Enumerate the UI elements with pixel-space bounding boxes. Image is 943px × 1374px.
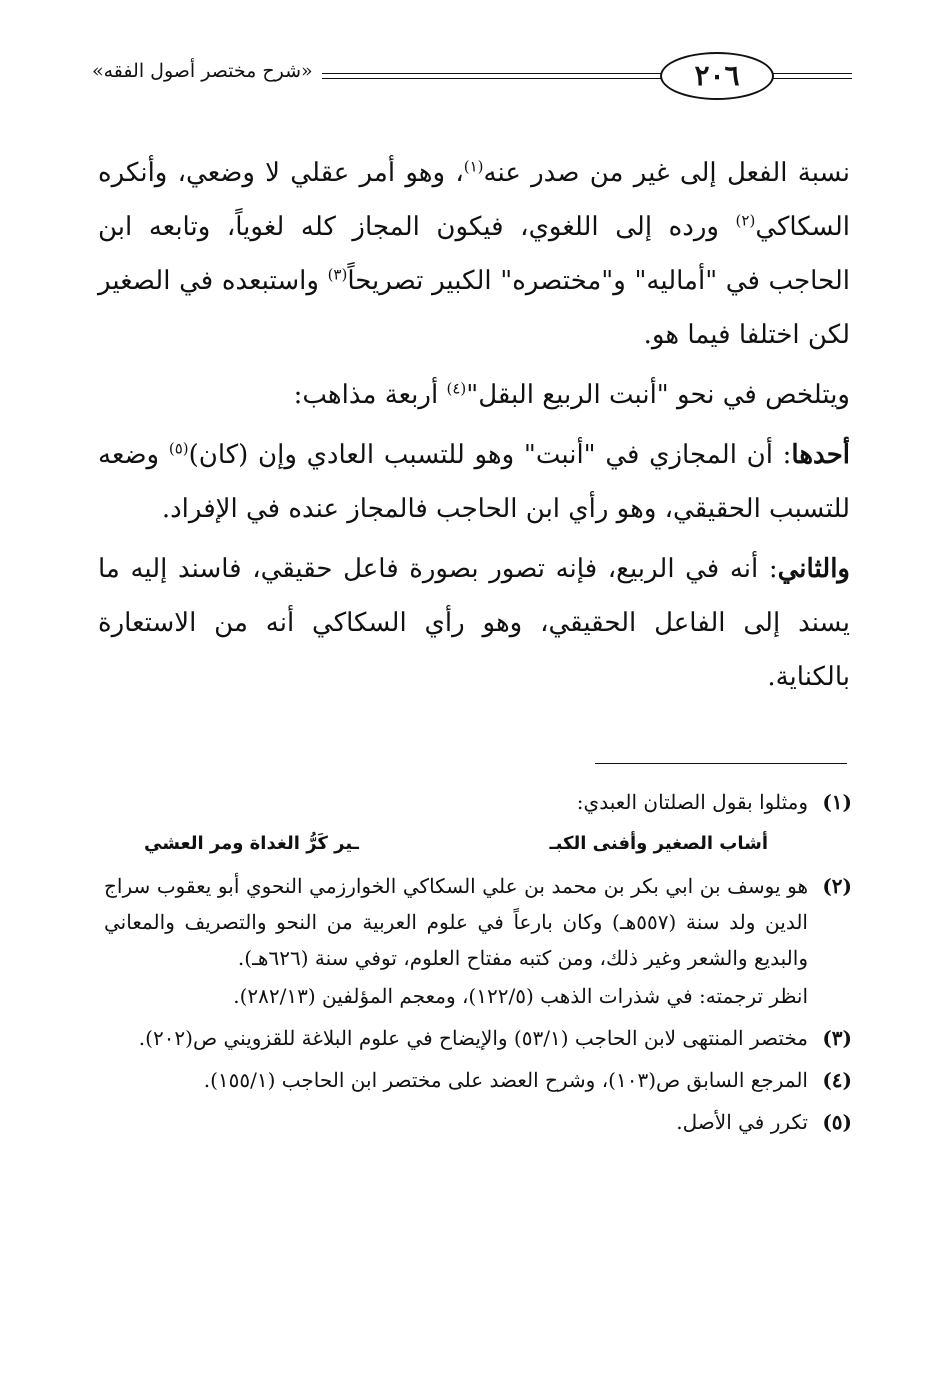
footnote-number: (٥)	[822, 1110, 852, 1134]
main-text	[98, 146, 850, 704]
poetry-verse	[104, 826, 808, 862]
footnote-text: تكرر في الأصل.	[676, 1110, 808, 1134]
footnote-2	[104, 868, 852, 1014]
footnote-5	[104, 1104, 852, 1140]
paragraph-2-text-b: أربعة مذاهب:	[293, 380, 447, 410]
footnote-text: المرجع السابق ص(١٠٣)، وشرح العضد على مختصر ابن الحاجب (١٥٥/١).	[203, 1068, 808, 1092]
footnote-reference-note: انظر ترجمته: في شذرات الذهب (١٢٢/٥)، ومعجم المؤلفين (٢٨٢/١٣).	[233, 984, 808, 1008]
paragraph-3	[98, 428, 850, 536]
paragraph-2	[98, 368, 850, 422]
paragraph-3-text-b: وضعه للتسبب الحقيقي، وهو رأي ابن الحاجب فالمجاز عنده في الإفراد.	[98, 440, 850, 524]
paragraph-4	[98, 542, 850, 704]
paragraph-3-text-a: : أن المجازي في "أنبت" وهو للتسبب العادي وإن (كان)	[188, 440, 792, 470]
paragraph-1	[98, 146, 850, 362]
footnote-separator	[595, 763, 847, 764]
footnote-ref-5: (٥)	[168, 439, 189, 458]
paragraph-1-text-d: واستبعده في الصغير لكن اختلفا فيما هو.	[98, 266, 850, 350]
verse-first-hemistich: أشاب الصغير وأفنى الكبـ	[549, 833, 768, 854]
footnote-ref-2: (٢)	[735, 211, 756, 230]
page-header	[92, 52, 852, 100]
running-title: «شرح مختصر أصول الفقه»	[92, 60, 313, 82]
footnote-ref-3: (٣)	[327, 265, 348, 284]
footnote-number: (٤)	[822, 1068, 852, 1092]
footnote-number: (٢)	[822, 874, 852, 898]
footnote-text: ومثلوا بقول الصلتان العبدي:	[576, 790, 808, 814]
footnote-3	[104, 1020, 852, 1056]
verse-second-hemistich: ـير كَرُّ الغداة ومر العشي	[144, 833, 359, 854]
footnote-4	[104, 1062, 852, 1098]
paragraph-1-text-c: ورده إلى اللغوي، فيكون المجاز كله لغوياً، وتابعه ابن الحاجب في "أماليه" و"مختصره" الكبير تصريحاً	[98, 212, 851, 296]
footnote-number: (١)	[822, 790, 852, 814]
footnote-text: مختصر المنتهى لابن الحاجب (٥٣/١) والإيضاح في علوم البلاغة للقزويني ص(٢٠٢).	[138, 1026, 808, 1050]
paragraph-3-lead: أحدها	[791, 440, 850, 470]
paragraph-2-text-a: ويتلخص في نحو "أنبت الربيع البقل"	[466, 380, 850, 410]
footnote-1	[104, 784, 852, 862]
footnotes	[104, 784, 852, 1140]
paragraph-4-lead: والثاني	[777, 554, 850, 584]
paragraph-1-text-b: ، وهو أمر عقلي لا وضعي، وأنكره السكاكي	[98, 158, 850, 242]
paragraph-4-text: : أنه في الربيع، فإنه تصور بصورة فاعل حقيقي، فاسند إليه ما يسند إلى الفاعل الحقيقي، وهو رأي السكاكي أنه من الاستعارة بالكناية.	[98, 554, 850, 692]
paragraph-1-text-a: نسبة الفعل إلى غير من صدر عنه	[483, 158, 850, 188]
footnote-number: (٣)	[822, 1026, 852, 1050]
page-number: ٢٠٦	[660, 52, 774, 100]
footnote-ref-4: (٤)	[446, 379, 467, 398]
footnote-text: هو يوسف بن ابي بكر بن محمد بن علي السكاكي الخوارزمي النحوي أبو يعقوب سراج الدين ولد سنة (٥٥٧هـ) وكان بارعاً في علوم العربية من النحو والتصريف والمعاني والبديع والشعر وغير ذلك، ومن كتبه مفتاح العلوم، توفي سنة (٦٢٦هـ).	[104, 874, 808, 970]
footnote-ref-1: (١)	[463, 157, 484, 176]
